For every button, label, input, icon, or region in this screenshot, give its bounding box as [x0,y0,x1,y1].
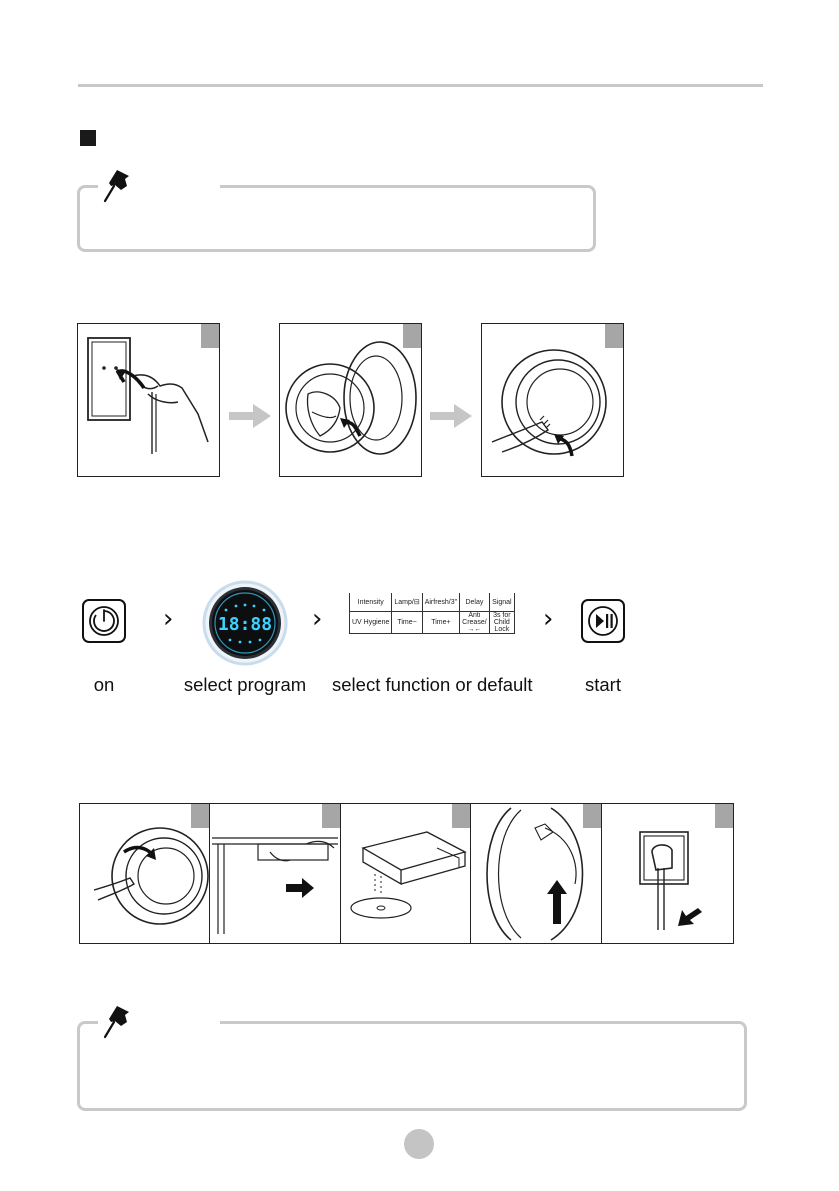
function-cell: Lamp/⊟ [392,593,422,612]
step-label-start: start [585,674,621,695]
step-label-select-function: select function or default [332,674,533,695]
function-cell: Time− [392,612,422,634]
sequence-chevron: › [543,604,554,634]
function-panel [349,593,515,639]
start-pause-button [581,599,625,643]
function-cell: 3s for Child Lock [489,612,514,634]
step-label-select-program: select program [183,674,307,695]
start-pause-icon [583,601,623,641]
unplug-illustration [602,804,733,943]
step-number-badge [322,804,340,828]
plug-in-illustration [78,324,219,476]
pushpin-icon [103,1002,137,1040]
close-door-illustration [482,324,623,476]
function-cell: Signal [489,593,514,612]
step-number-badge [403,324,421,348]
power-button [82,599,126,643]
step-image-empty-drawer [341,804,471,943]
page-number-dot [404,1129,434,1159]
function-row [350,593,515,612]
power-icon [84,601,124,641]
function-cell: Anti Crease/→← [460,612,490,634]
note-box-bottom [77,1021,747,1111]
step-image-pull-drawer [210,804,341,943]
step-label-on: on [93,674,115,695]
step-image-load-laundry [279,323,422,477]
function-row [350,612,515,634]
header-rule [78,84,763,87]
pushpin-icon [103,166,137,204]
note-box-top [77,185,596,252]
function-cell: Time+ [422,612,459,634]
step-image-plug-in [77,323,220,477]
function-cell: Airfresh/3" [422,593,459,612]
function-cell: Intensity [350,593,392,612]
step-number-badge [201,324,219,348]
step-image-clean-seal [471,804,602,943]
step-number-badge [715,804,733,828]
load-laundry-illustration [280,324,421,476]
program-dial-icon [202,580,288,666]
after-wash-strip [79,803,734,944]
program-dial [202,580,288,666]
section-marker [80,130,96,146]
function-cell: UV Hygiene [350,612,392,634]
sequence-arrow-1 [229,404,271,428]
sequence-chevron: › [163,604,174,634]
step-number-badge [452,804,470,828]
step-image-close-door [481,323,624,477]
dial-time-display: 18:88 [217,614,273,635]
function-grid [349,593,515,634]
step-image-open-door [80,804,210,943]
function-cell: Delay [460,593,490,612]
step-image-unplug [602,804,733,943]
sequence-chevron: › [312,604,323,634]
step-number-badge [605,324,623,348]
step-number-badge [583,804,601,828]
sequence-arrow-2 [430,404,472,428]
step-number-badge [191,804,209,828]
